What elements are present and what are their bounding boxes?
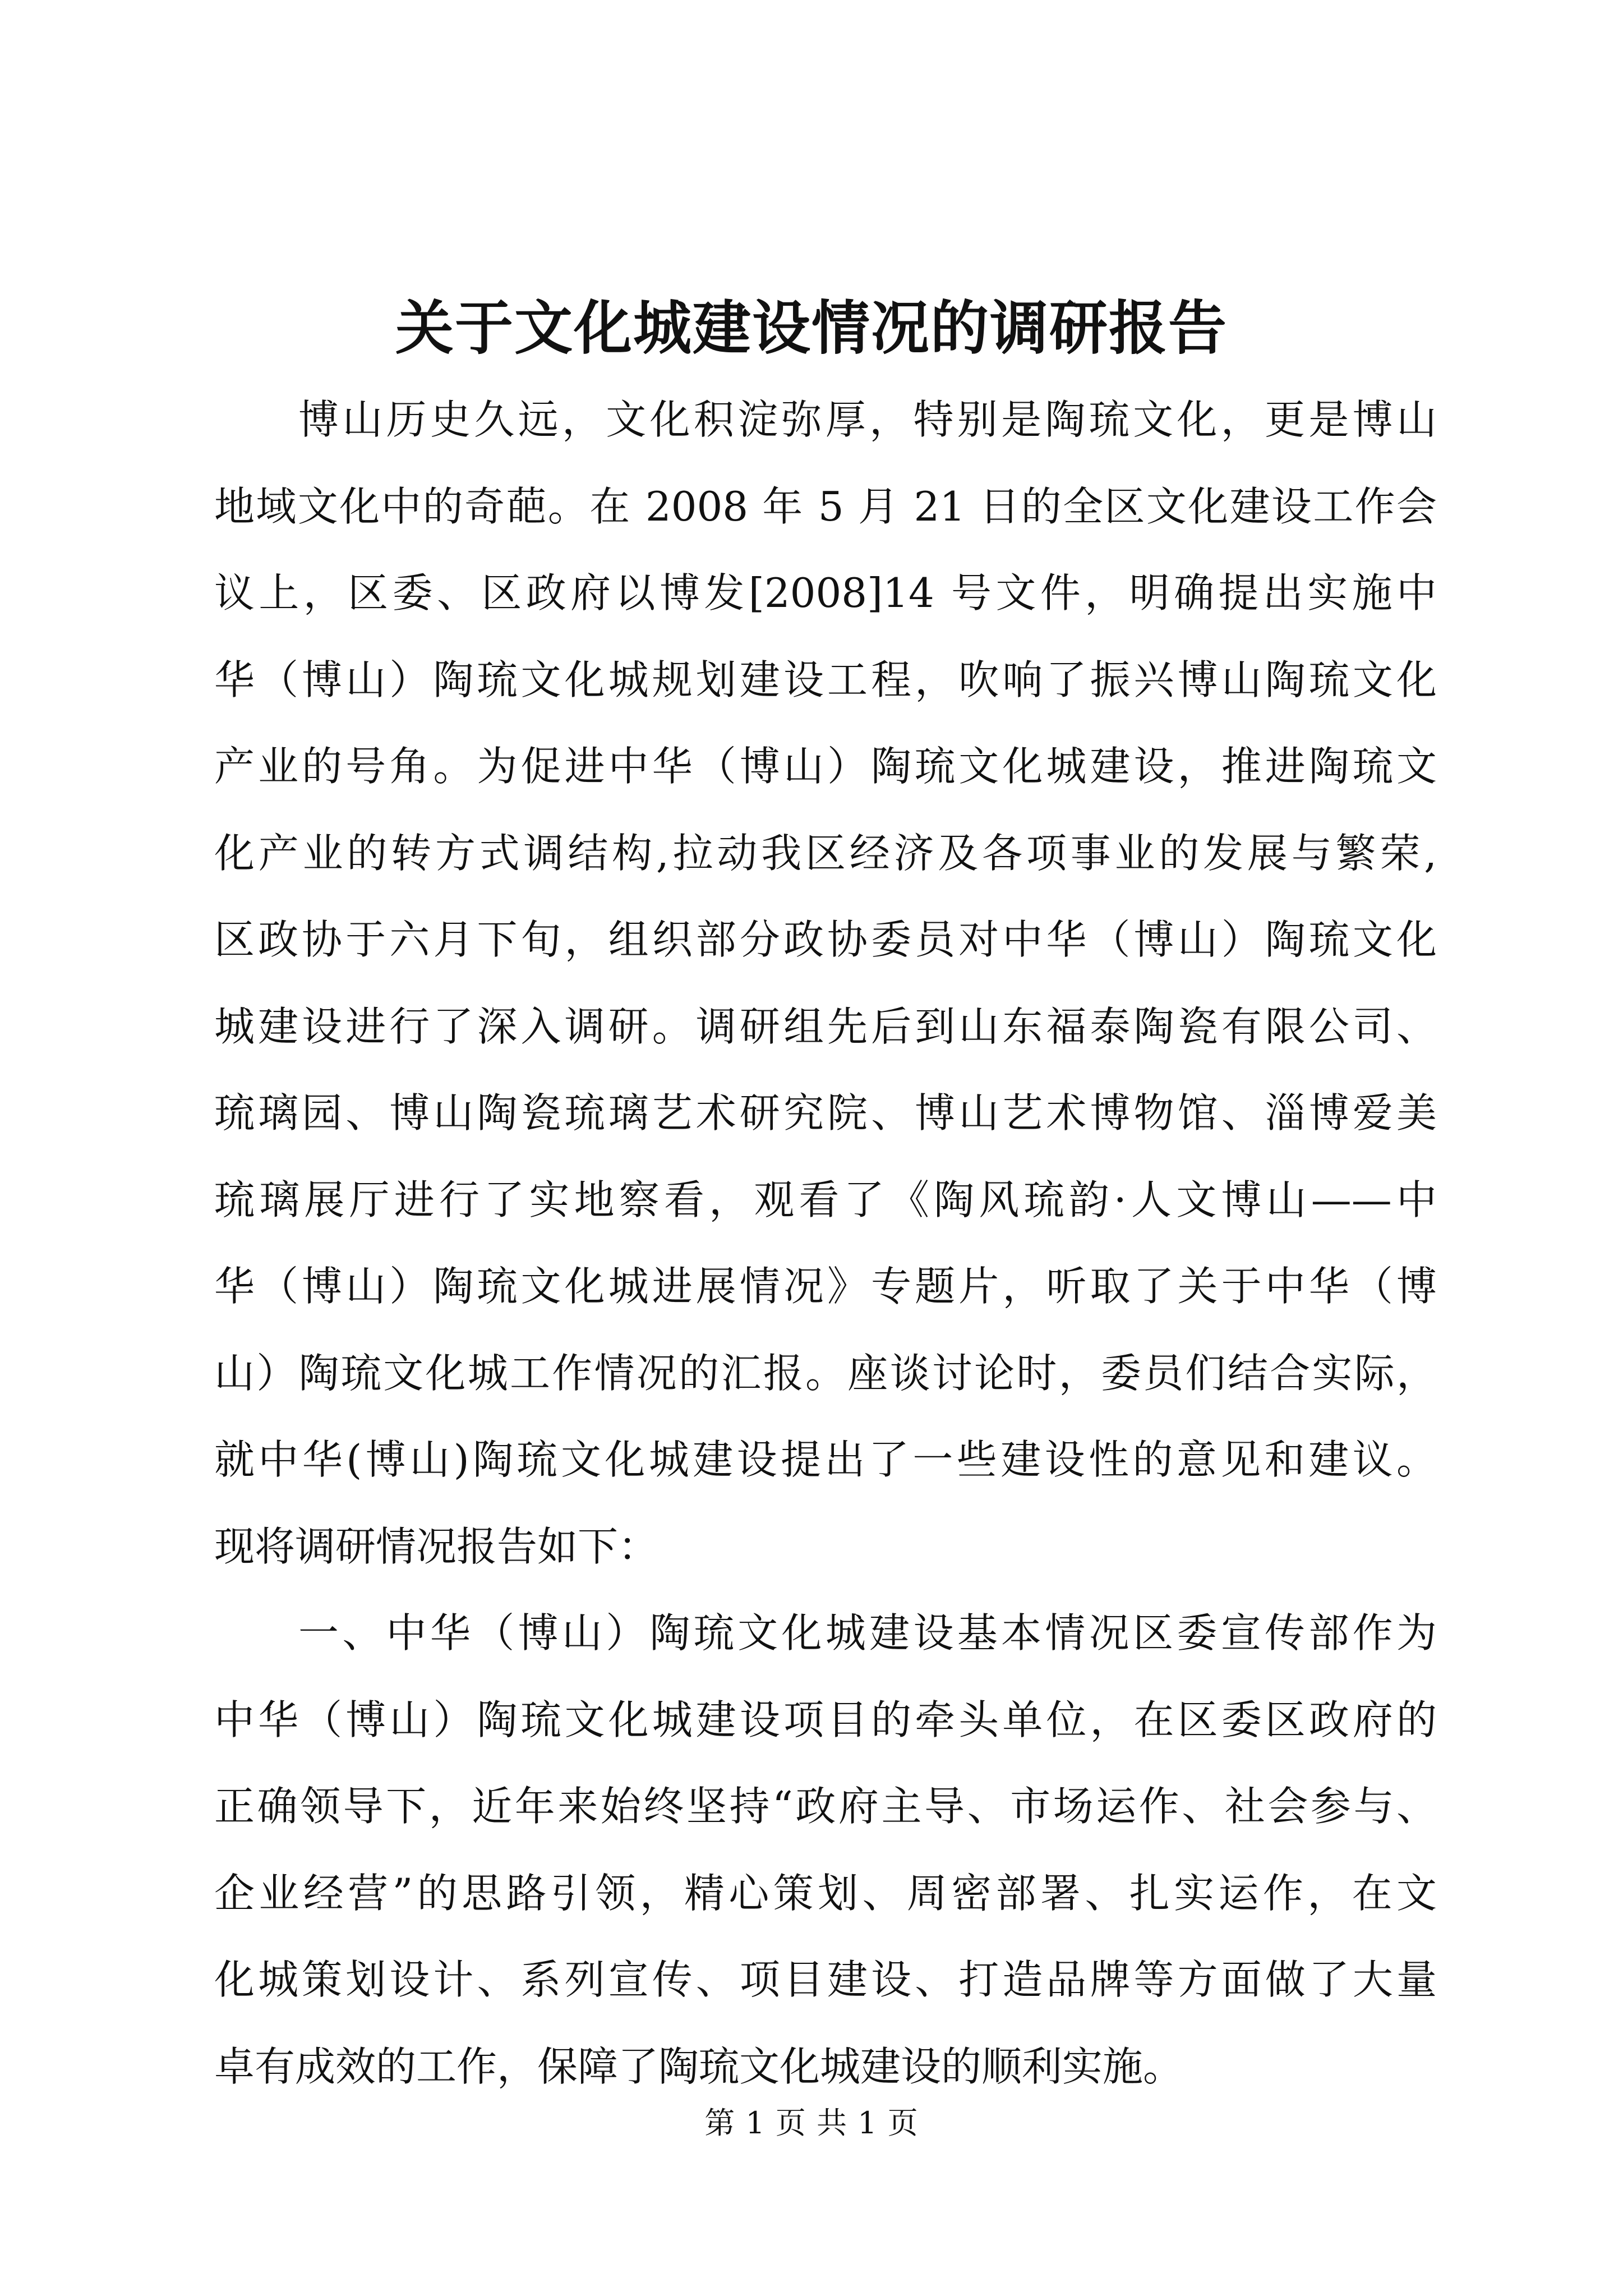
paragraph-line: 化城策划设计、系列宣传、项目建设、打造品牌等方面做了大量 — [214, 1956, 1437, 2003]
paragraph-line: 一、中华（博山）陶琉文化城建设基本情况区委宣传部作为 — [298, 1609, 1437, 1657]
paragraph-line: 正确领导下，近年来始终坚持“政府主导、市场运作、社会参与、 — [214, 1783, 1437, 1830]
document-title: 关于文化城建设情况的调研报告 — [395, 293, 1228, 362]
paragraph-line: 华（博山）陶琉文化城进展情况》专题片，听取了关于中华（博 — [214, 1263, 1437, 1310]
paragraph-line: 地域文化中的奇葩。在 2008 年 5 月 21 日的全区文化建设工作会 — [214, 482, 1437, 530]
paragraph-line: 卓有成效的工作，保障了陶琉文化城建设的顺利实施。 — [214, 2042, 1184, 2090]
paragraph-line: 区政协于六月下旬，组织部分政协委员对中华（博山）陶琉文化 — [214, 916, 1437, 963]
paragraph-line: 华（博山）陶琉文化城规划建设工程，吹响了振兴博山陶琉文化 — [214, 656, 1437, 703]
page-footer: 第 1 页 共 1 页 — [704, 2105, 919, 2141]
paragraph-line: 企业经营”的思路引领，精心策划、周密部署、扎实运作，在文 — [214, 1869, 1437, 1917]
paragraph-line: 中华（博山）陶琉文化城建设项目的牵头单位，在区委区政府的 — [214, 1696, 1437, 1743]
paragraph-line: 议上，区委、区政府以博发[2008]14 号文件，明确提出实施中 — [214, 569, 1437, 616]
paragraph-line: 山）陶琉文化城工作情况的汇报。座谈讨论时，委员们结合实际， — [214, 1349, 1437, 1397]
paragraph-line: 琉璃园、博山陶瓷琉璃艺术研究院、博山艺术博物馆、淄博爱美 — [214, 1089, 1437, 1137]
paragraph-line: 城建设进行了深入调研。调研组先后到山东福泰陶瓷有限公司、 — [214, 1002, 1437, 1050]
paragraph-line: 产业的号角。为促进中华（博山）陶琉文化城建设，推进陶琉文 — [214, 743, 1437, 790]
paragraph-line: 现将调研情况报告如下： — [214, 1522, 659, 1570]
paragraph-line: 琉璃展厅进行了实地察看，观看了《陶风琉韵·人文博山——中 — [214, 1176, 1437, 1223]
paragraph-line: 博山历史久远，文化积淀弥厚，特别是陶琉文化，更是博山 — [298, 396, 1437, 443]
document-body — [214, 376, 1437, 2110]
paragraph-line: 化产业的转方式调结构,拉动我区经济及各项事业的发展与繁荣, — [214, 829, 1437, 877]
paragraph-line: 就中华(博山)陶琉文化城建设提出了一些建设性的意见和建议。 — [214, 1436, 1437, 1483]
